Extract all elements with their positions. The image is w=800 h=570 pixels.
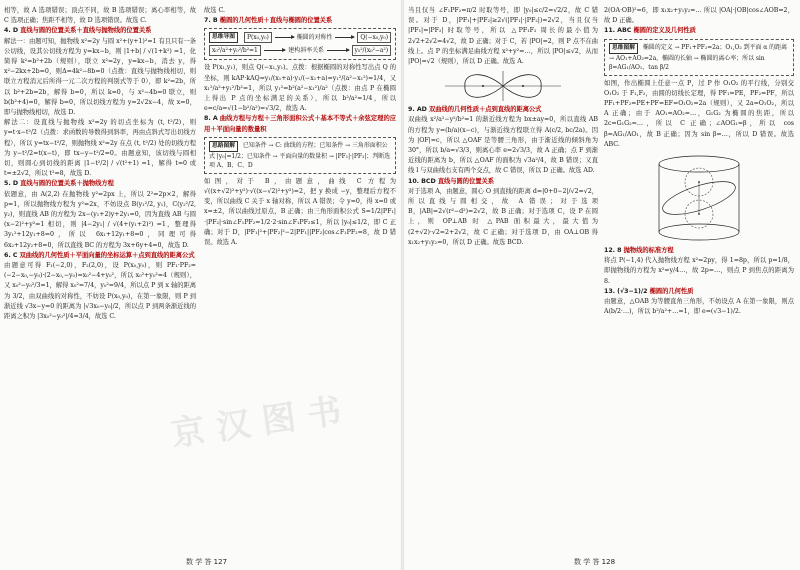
box-label: 思维导图 (209, 32, 238, 43)
right-page (404, 0, 800, 570)
page-number-footer: 数 学 答 128 (574, 558, 616, 566)
question-number: 8. A (204, 115, 218, 123)
topic-tag: 双曲线的几何性质＋点到直线的距离公式 (428, 106, 542, 114)
center-point (698, 213, 700, 215)
left-column-1 (4, 6, 196, 541)
arrow-icon (264, 50, 286, 51)
question-number: 10. BCD (408, 177, 436, 185)
flow-node: Q(−x₀,y₀) (357, 32, 391, 43)
question-number: 6. C (4, 251, 18, 259)
mind-map-row (209, 45, 391, 56)
paragraph: 将点 P(−1,4) 代入抛物线方程 x²=2py，得 1=8p，所以 p=1/8，即抛物线的方程为 x²=y/4…，故 2p=…，则点 P 到焦点的距离为 8. (604, 257, 794, 285)
section-heading-q9 (408, 105, 598, 115)
thinking-diagram-box (204, 137, 396, 174)
mind-map-box (204, 28, 396, 60)
paragraph: 相等，故 A 选项错误；顶点不同，故 B 选项错误；离心率相等，故 C 选项正确；焦距不相等，故 D 选项错误。故选 C. (4, 7, 196, 25)
topic-tag: 直线与圆的位置关系 (437, 177, 495, 185)
arrow-icon (327, 50, 349, 51)
section-heading-q6 (4, 251, 196, 261)
paragraph: 解法二：设直线与抛物线 x²=2y 的切点坐标为 (t, t²/2)，则 y=t·x−t²/2（点拨：求函数的导数得到斜率，再由点斜式写出切线方程），所以 y=tx−t²/2，则抛物线 x²=2y 在点 (t, t²/2) 处的切线方程为 y−t²/2=t(x−t)，即 tx−y−t²/2=0。由题意知，该切线与圆相切，则圆心到切线的距离 |1−t²/2| / √(t²+1) =1，解得 t=0 或 t=±2√2，所以 t²=8，故选 D. (4, 119, 196, 178)
topic-tag: 椭圆的定义及几何性质 (633, 27, 696, 35)
box-text: 已知条件 → C: 曲线的方程；已知条件 → 三角形面积公式 |y₀|=1/2；已知条件 → 平面向量的数量积 → |PF₁|·|PF₂|；判断选项 A、B、C、D (209, 141, 391, 169)
topic-tag: 直线与圆的位置关系＋直线与抛物线的位置关系 (20, 27, 152, 35)
paragraph: 对于选项 A，由题意，圆心 O 到直线的距离 d=|0+0−2|/√2=√2，所以直线与圆相交，故 A 错误；对于选项 B，|AB|=2√(r²−d²)=2√2，故 B 正确；对于选项 C，设 P 在圆上，则 OP⊥AB 时 △PAB 面积最大，最大值为 (2+√2)·√2=2+2√2，故 C 正确；对于选项 D，由 OA⊥OB 得 x₁x₂+y₁y₂=0，所以 D 正确。故选 BCD. (408, 187, 598, 246)
flow-node: y₀²/(x₀²−a²) (352, 45, 392, 56)
cylinder-bottom (659, 224, 739, 240)
center-point (698, 181, 700, 183)
watermark: 京 汉 图 书 (168, 391, 344, 455)
page-number-footer: 数 学 答 127 (186, 558, 228, 566)
focus-point (522, 85, 524, 87)
paragraph: 设 P(x₁,y₁)，则点 Q(−x₁,y₁)。点拨：根据椭圆的对称性写出点 Q 的坐标，则 kAP·kAQ=y₁/(x₁+a)·y₁/(−x₁+a)=y₁²/(a²−x₁²)=1/4，又 x₁²/a²+y₁²/b²=1，所以 y₁²=b²(a²−x₁²)/a²（点拨：由点 P 在椭圆上得出 P 点的坐标满足的关系），所以 b²/a²=1/4，所以 e=c/a=√(1−b²/a²)=√3/2，故选 A. (204, 64, 396, 113)
lemniscate-figure (443, 69, 563, 103)
mind-map-box (604, 39, 794, 76)
section-heading-q12 (604, 246, 794, 256)
paragraph: 如图，对于 B，由题意，曲线 C 方程为 √((x+√2)²+y²)·√((x−√2)²+y²)=2，把 y 换成 −y，整理后方程不变，所以曲线 C 关于 x 轴对称，所以 A 错误；令 y=0，得 x=0 或 x=±2，所以曲线过原点，B 正确；由三角形面积公式 S=1/2|PF₁|·|PF₂|·sin∠F₁PF₂=1/2·2·sin∠F₁PF₂≤1，所以 |y₀|≤1/2，即 C 正确；对于 D，|PF₁|²+|PF₂|²−2|PF₁||PF₂|cos∠F₁PF₂=8，故 D 错误。故选 A. (204, 177, 396, 247)
topic-tag: 抛物线的标准方程 (623, 247, 674, 255)
topic-tag: 直线与圆的位置关系＋抛物线方程 (20, 180, 114, 188)
topic-tag: 双曲线的几何性质＋平面向量的坐标运算＋点到直线的距离公式 (19, 251, 195, 259)
box-label: 思维图解 (609, 43, 638, 54)
right-column-2 (604, 6, 794, 541)
paragraph: 故选 C. (204, 7, 225, 14)
section-heading-q4 (4, 26, 196, 36)
paragraph: 2(OA·OB)²=6，即 x₁x₂+y₁y₂=… 所以 |OA|·|OB|cos∠AOB=2，故 D 正确。 (604, 7, 794, 25)
right-column-1 (408, 6, 598, 541)
question-number: 13. (√3−1)/2 (604, 287, 648, 295)
paragraph: 双曲线 x²/a²−y²/b²=1 的渐近线方程为 bx±ay=0，所以直线 AB 的方程为 y=(b/a)(x−c)，与渐近线方程联立得 A(c/2, bc/2a)。因为 |OF|=c，所以 △OAF 是等腰三角形，由于渐近线的倾斜角为 30°，所以 b/a=√3/3，则离心率 e=2√3/3，故 A 正确；点 F 到渐近线的距离为 b，所以 △OAF 的面积为 √3a²/4，故 B 错误；又直线 l 与双曲线右支有两个交点，故 C 错误，所以 D 正确。故选 AD. (408, 116, 598, 175)
paragraph: 由题意，△OAB 为等腰直角三角形，不妨设点 A 在第一象限，则点 A(b/2·…)，所以 b²/a²+…=1，即 e=(√3−1)/2. (604, 298, 794, 316)
topic-tag: 椭圆的几何性质＋直线与椭圆的位置关系 (219, 17, 333, 25)
topic-tag: 椭圆的几何性质 (649, 287, 694, 295)
cylinder-top (659, 156, 739, 172)
paragraph: 解法一：由题可知，抛物线 x²=2y 与圆 x²+(y+1)²=1 有且只有一条公切线，设其公切线方程为 y=kx−b，则 |1+b| / √(1+k²) =1，化简得 k²=b²+2b（规则），联立 x²=2y，y=kx−b，消去 y，得 x²−2kx+2b=0，则Δ=4k²−8b=0（点拨：直线与抛物线相切，则联立方程消元后所得一元二次方程的判别式等于 0），即 k²=2b，所以 b²+2b=2b，解得 b=0，所以 k=0，与 x²−4b=0 联立，则 b(b²+4)=0，解得 b=0，所以切线方程为 y=2√2x−4，故 x=0，即与抛物线相切，故选 D. (4, 37, 196, 117)
flow-note: 椭圆的对称性 (296, 34, 333, 42)
box-label: 思路图解 (209, 141, 238, 152)
paragraph: 依题意，由 A(2,2) 在抛物线 y²=2px 上，所以 2²=2p×2，解得 p=1，所以抛物线方程为 y²=2x，不妨设点 B(y₁²/2, y₁)，C(y₂²/2, y₂)，则直线 AB 的方程为 2x−(y₁+2)y+2y₁=0，因为直线 AB 与圆 (x−2)²+y²=1 相切，则 |4−2y₁| / √(4+(y₁+2)²) =1，整理得 3y₁²+12y₁+8=0，所以 6x₁+12y₁+8=0，同理可得 6x₂+12y₂+8=0，所以直线 BC 的方程为 3x+6y+4=0，故选 D. (4, 190, 196, 249)
section-heading-q7 (204, 16, 396, 26)
question-number: 7. B (204, 17, 218, 25)
paragraph: 如图，作出椭圆上任意一点 P，过 P 作 O₁O₂ 的平行线，分别交 O₁O₂ 于 F₁,F₂，由圆的切线长定理，得 PF₁=PE，PF₂=PF，所以 PF₁+PF₂=PE+PF=EF=O₁O₂=2a（规则），又 2a=O₁O₂，所以 A 正确；由于 AO₁=AO₂=…，G₁G₂ 为椭圆的焦距，所以 2c=G₁G₂=…，所以 C 正确；∠AOG₁=β，所以 cos β=AG₁/AO₁，故 B 正确；因为 sin β=…，所以 D 错误。故选 ABC. (604, 79, 794, 148)
question-number: 12. 8 (604, 247, 622, 255)
mind-map-row (209, 32, 391, 43)
cylinder-figure (644, 152, 754, 244)
arrow-icon (335, 37, 354, 38)
question-number: 4. D (4, 27, 18, 35)
section-heading-q8 (204, 114, 396, 134)
left-column-2 (204, 6, 396, 541)
flow-node: x₀²/a²+y₀²/b²=1 (209, 45, 261, 56)
arrow-icon (275, 37, 294, 38)
focus-point (482, 85, 484, 87)
question-number: 9. AD (408, 106, 427, 114)
section-heading-q10 (408, 177, 598, 187)
flow-node: P(x₀,y₀) (244, 32, 272, 43)
question-number: 5. D (4, 180, 18, 188)
flow-note: 建构斜率关系 (288, 47, 324, 55)
paragraph: 当且仅当 ∠F₁PF₂=π/2 时取等号，即 |y₀|≤c/2=√2/2，故 C 错误。对于 D，|PF₁|+|PF₂|≥2√(|PF₁|·|PF₂|)=2√2，当且仅当 |PF₁|=|PF₂| 时取等号，所以 △PF₁F₂ 周长的最小值为 2√2+2√2=4√2，故 D 正确；对于 C，若 |PO|=2，则 P 点不在曲线上。点 P 的坐标满足曲线方程 x²+y²=…，所以 |PO|≤√2，从而 |PO|=√2（规则），所以 D 正确。故选 A. (408, 7, 598, 66)
section-heading-q13 (604, 287, 794, 297)
section-heading-q5 (4, 179, 196, 189)
box-text: 椭圆的定义 → PF₁+PF₂=2a；O₁,O₂ 到平面 α 的距离 → AO₁+AO₂=2a，椭圆的长轴 → 椭圆的离心率；所以 sin β=AG₁/AO₁，tan β/2 (609, 43, 787, 71)
section-heading-q11 (604, 26, 794, 36)
topic-tag: 曲线方程与方程＋三角形面积公式＋基本不等式＋余弦定理的应用＋平面向量的数量积 (204, 115, 396, 133)
paragraph: 由题意可得 F₁(−2,0)，F₂(2,0)，设 P(x₀,y₀)，则 PF₁·PF₂=(−2−x₀,−y₀)·(2−x₀,−y₀)=x₀²−4+y₀²，所以 x₀²+y₀²=4（规则），又 x₀²−y₀²/3=1，解得 x₀²=7/4，y₀²=9/4，所以点 P 到 x 轴的距离为 3/2，由双曲线的对称性，不妨设 P(x₀,y₀)，在第一象限，则 P 到渐近线 √3x−y=0 的距离为 |√3x₀−y₀|/2，所以点 P 到两条渐近线的距离之积为 |3x₀²−y₀²|/4=3/4，故选 C. (4, 262, 196, 321)
question-number: 11. ABC (604, 27, 632, 35)
